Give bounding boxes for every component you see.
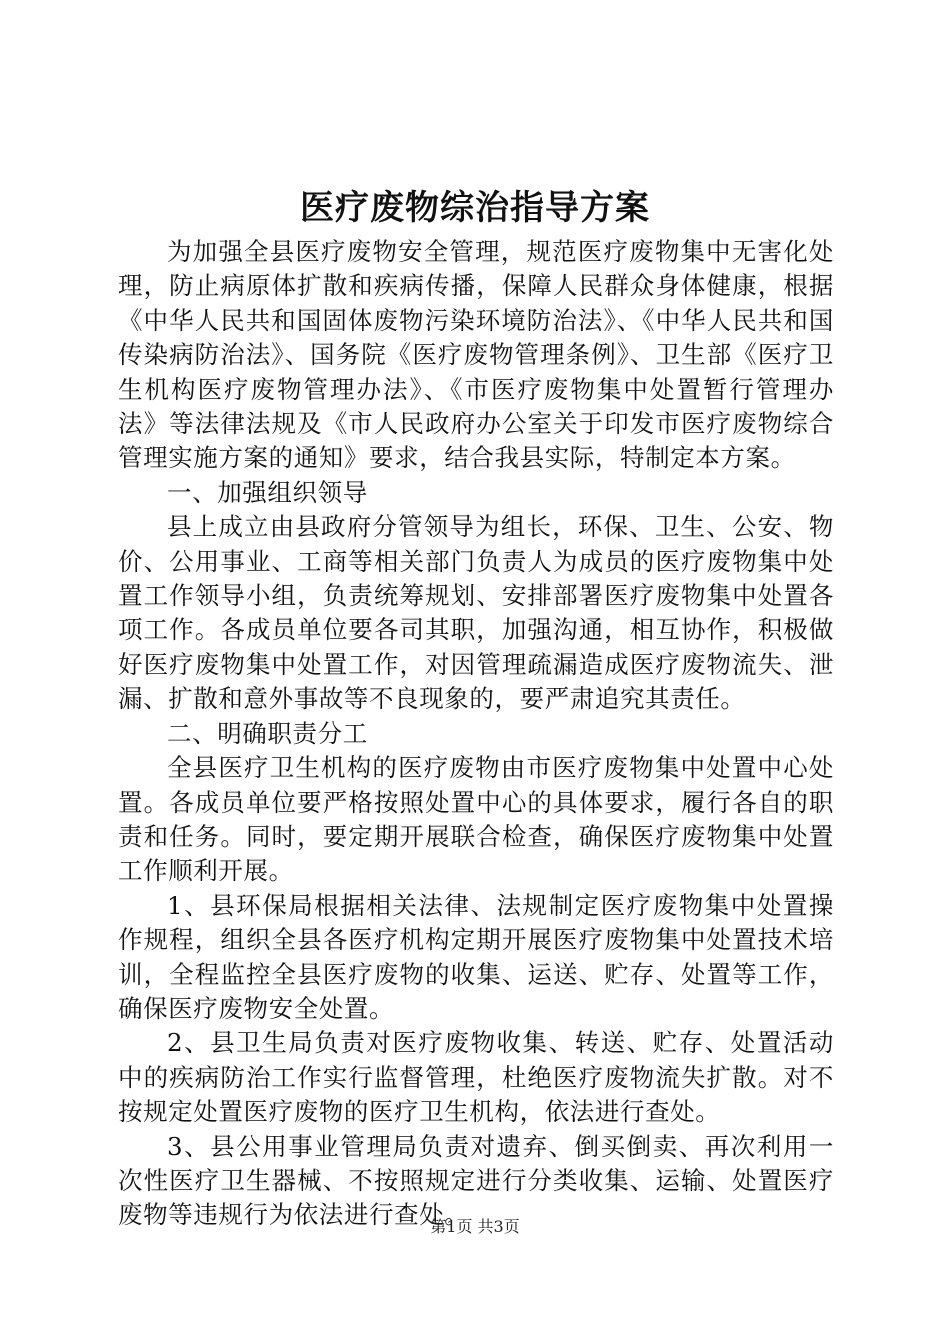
duty-item-3: 3、县公用事业管理局负责对遗弃、倒买倒卖、再次利用一次性医疗卫生器械、不按照规定进行分类收集、运输、处置医疗废物等违规行为依法进行查处。 (118, 1131, 834, 1230)
duty-item-2: 2、县卫生局负责对医疗废物收集、转送、贮存、处置活动中的疾病防治工作实行监督管理，杜绝医疗废物流失扩散。对不按规定处置医疗废物的医疗卫生机构，依法进行查处。 (118, 1028, 834, 1127)
section-heading-2: 二、明确职责分工 (167, 718, 368, 748)
page-footer: 第1页 共3页 (430, 1217, 520, 1236)
section-1-paragraph: 县上成立由县政府分管领导为组长，环保、卫生、公安、物价、公用事业、工商等相关部门负责人为成员的医疗废物集中处置工作领导小组，负责统筹规划、安排部署医疗废物集中处置各项工作。各成员单位要各司其职，加强沟通，相互协作，积极做好医疗废物集中处置工作，对因管理疏漏造成医疗废物流失、泄漏、扩散和意外事故等不良现象的，要严肃追究其责任。 (118, 512, 834, 714)
section-heading-1: 一、加强组织领导 (167, 477, 368, 507)
intro-paragraph: 为加强全县医疗废物安全管理，规范医疗废物集中无害化处理，防止病原体扩散和疾病传播，保障人民群众身体健康，根据《中华人民共和国固体废物污染环境防治法》、《中华人民共和国传染病防治法》、国务院《医疗废物管理条例》、卫生部《医疗卫生机构医疗废物管理办法》、《市医疗废物集中处置暂行管理办法》等法律法规及《市人民政府办公室关于印发市医疗废物综合管理实施方案的通知》要求，结合我县实际，特制定本方案。 (118, 237, 834, 473)
section-2-paragraph: 全县医疗卫生机构的医疗废物由市医疗废物集中处置中心处置。各成员单位要严格按照处置中心的具体要求，履行各自的职责和任务。同时，要定期开展联合检查，确保医疗废物集中处置工作顺利开展。 (118, 753, 834, 886)
document-body (118, 235, 834, 1233)
document-title: 医疗废物综治指导方案 (300, 188, 650, 228)
duty-item-1: 1、县环保局根据相关法律、法规制定医疗废物集中处置操作规程，组织全县各医疗机构定期开展医疗废物集中处置技术培训，全程监控全县医疗废物的收集、运送、贮存、处置等工作，确保医疗废物安全处置。 (118, 890, 834, 1023)
